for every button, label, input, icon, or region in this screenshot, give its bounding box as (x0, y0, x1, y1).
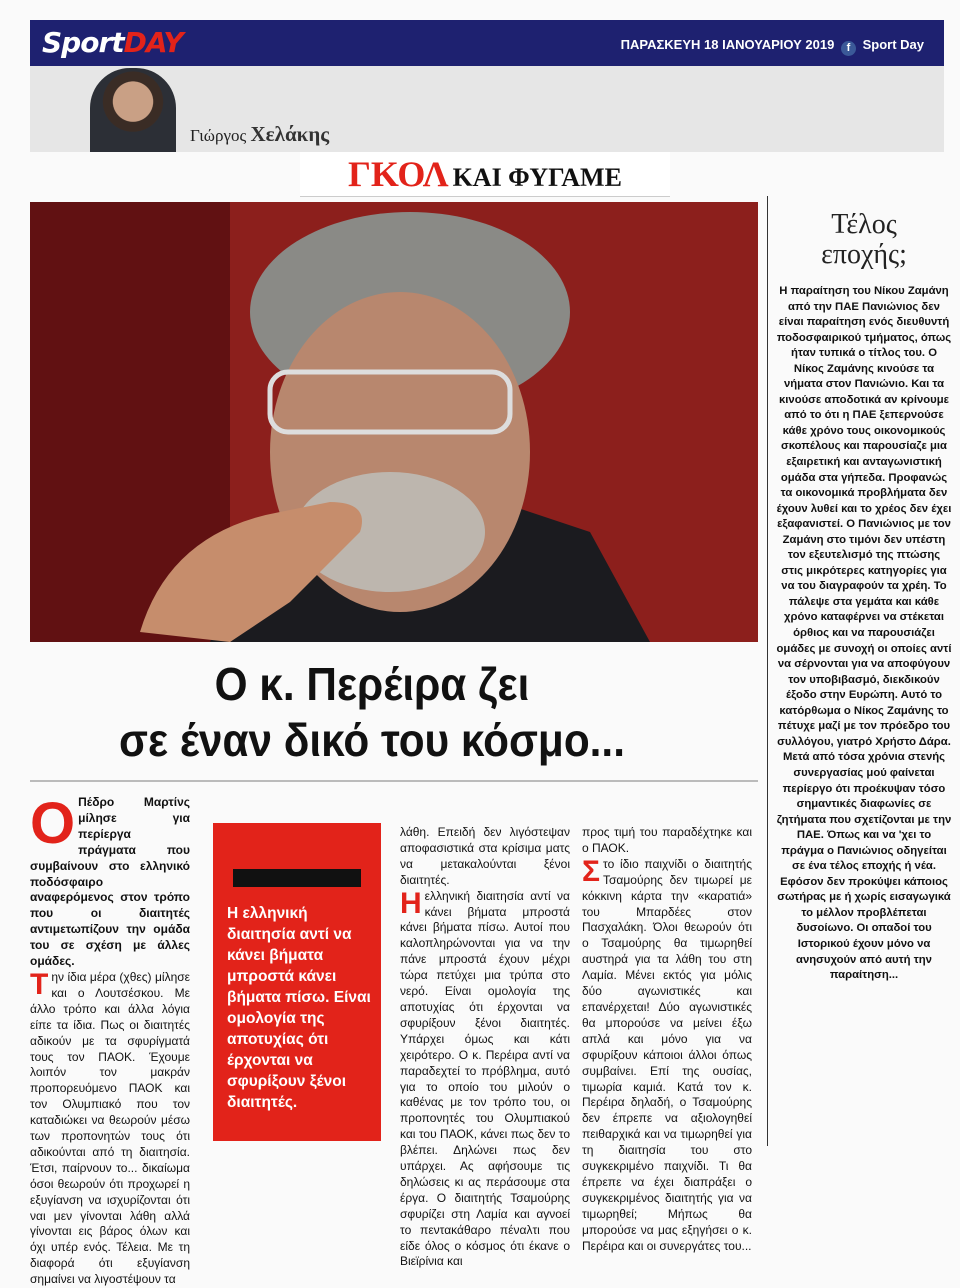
columnist-strip (30, 66, 944, 152)
article-column-3 (400, 825, 570, 1270)
portrait-illustration (30, 202, 758, 642)
author-avatar (90, 68, 176, 152)
col3-intro: λάθη. Επειδή δεν λιγόστεψαν αποφασιστικά στα κρίσιμα ματς να μετακαλούνται ξένοι διαιτητές. (400, 825, 570, 887)
kicker-red: ΓΚΟΛ (348, 154, 449, 194)
pull-quote-bar (233, 869, 361, 887)
col4-intro: προς τιμή του παραδέχτηκε και ο ΠΑΟΚ. (582, 825, 752, 855)
sidebar-body: Η παραίτηση του Νίκου Ζαμάνη από την ΠΑΕ Πανιώνιος δεν είναι παραίτηση ενός διευθυντή ποδοσφαιρικού τμήματος, όπως ήταν τυπικά ο τίτλος του. Ο Νίκος Ζαμάνης κινούσε τα νήματα στον Πανιώνιο. Και τα κινούσε αποδοτικά αν κρίνουμε από το ότι η ΠΑΕ ξεπερνούσε κάθε χρόνο τους οικονομικούς σκοπέλους και παρουσίαζε μια εξαιρετική και ανταγωνιστική ομάδα στα γήπεδα. Προφανώς τα οικονομικά προβλήματα δεν έχουν λυθεί και το χρέος δεν έχει εξαφανιστεί. Ο Πανιώνιος με τον Ζαμάνη στο τιμόνι δεν υπέστη τον εξευτελισμό της πτώσης στις μικρότερες κατηγορίες για να του διαγραφούν τα χρέη. Το πάλεψε στα γεμάτα και κάθε χρόνο καταφέρνει να στέκεται όρθιος και να παρουσιάζει ομάδες με συνοχή οι οποίες αντί να σέρνονται για να αποφύγουν τον υποβιβασμό, διεκδικούν έξοδο στην Ευρώπη. Αυτό το κατόρθωμα ο Νίκος Ζαμάνης το πέτυχε μαζί με τον πρόεδρο του συλλόγου, γιατρό Χρήστο Δάρα. Μετά από τόσα χρόνια στενής συνεργασίας μού φαίνεται περίεργο ότι προέκυψαν τόσο σημαντικές διαφωνίες σε ζητήματα που σχετίζονται με την ΠΑΕ. Όπως και να 'χει το πράγμα ο Πανιώνιος οδηγείται σε ένα τέλος εποχής ή νέα. Εφόσον δεν προκύψει κάποιος σωτήρας με ή χωρίς εισαγωγικά το μέλλον προβλέπεται δυσοίωνο. Οι οπαδοί του Ιστορικού έχουν μόνο να ανησυχούν από αυτή την παραίτηση... (776, 285, 952, 982)
issue-date: ΠΑΡΑΣΚΕΥΗ 18 ΙΑΝΟΥΑΡΙΟΥ 2019 (620, 37, 835, 52)
masthead-dateline (621, 37, 924, 56)
sportday-logo[interactable]: SportDAY (42, 26, 183, 59)
headline-line-1: Ο κ. Περέιρα ζει (214, 658, 530, 710)
article-lead: Πέδρο Μαρτίνς μίλησε για περίεργα πράγματα που συμβαίνουν στο ελληνικό ποδόσφαιρο αναφερόμενος στον τρόπο που οι διαιτητές αντιμετωπίζουν την ομάδα του σε σχέση με άλλες ομάδες. (30, 795, 190, 969)
kicker-black: ΚΑΙ ΦΥΓΑΜΕ (452, 163, 622, 192)
dropcap-s: Σ (582, 854, 601, 888)
dropcap-t: Τ (30, 967, 49, 1001)
dropcap-o: Ο (30, 791, 76, 856)
pull-quote-text: Η ελληνική διαιτησία αντί να κάνει βήματα μπροστά κάνει βήματα πίσω. Είναι ομολογία της αποτυχίας ότι έρχονται να σφυρίξουν ξένοι διαιτητές. (227, 905, 371, 1111)
col1-body: ην ίδια μέρα (χθες) μίλησε και ο Λουτσέσκου. Με άλλο τρόπο και άλλα λόγια είπε τα ίδια. Πως οι διαιτητές αδικούν με τα σφυρίγματά τους τον ΠΑΟΚ. Έχουμε λοιπόν τον μακράν προπορευόμενο ΠΑΟΚ και τον Ολυμπιακό που τον καταδιώκει να θεωρούν μέσω των προπονητών τους ότι αδικούνται από τη διαιτησία. Έτσι, παίρνουν το... δικαίωμα όσοι θεωρούν ότι προχωρεί η εξυγίανση να ισχυρίζονται ότι ναι μεν γίνονται λάθη αλλά γίνονται εις βάρος όλων και όχι υπέρ ενός. Τέλεια. Με τη διαφορά ότι εξυγίανση σημαίνει να λιγοστέψουν τα (30, 969, 190, 1287)
col4-body: το ίδιο παιχνίδι ο διαιτητής Τσαμούρης δεν τιμωρεί με κόκκινη κάρτα την «καρατιά» του Μπαρδέες στον Πασχαλάκη. Όλοι θεωρούν ότι ο Τσαμούρης θα τιμωρηθεί αυστηρά για τα λάθη του στη Λαμία. Μένει εκτός για μόλις δύο αγωνιστικές και επανέρχεται! Δύο αγωνιστικές θα μπορούσε να μείνει έξω απλά και μόνο για να σφυρίξουν κάποιοι άλλοι όπως συμβαίνει. Επί της ουσίας, τιμωρία καμιά. Κατά τον κ. Περέιρα δηλαδή, ο Τσαμούρης δεν έπρεπε να αξιολογηθεί πειθαρχικά και να τιμωρηθεί για τη διαιτησία του στο συγκεκριμένο παιχνίδι. Τι θα έπρεπε να έχει διαπράξει ο συγκεκριμένος διαιτητής για να τιμωρηθεί; Μήπως θα μπορούσε να μας εξηγήσει ο κ. Περέιρα και οι συνεργάτες του... (582, 856, 752, 1253)
column-kicker (300, 152, 670, 197)
sidebar-column (776, 210, 952, 984)
col3-body: ελληνική διαιτησία αντί να κάνει βήματα μπροστά κάνει βήματα πίσω. Αυτοί που καλοπληρώνονται για να την πάνε μπροστά έχουν μέχρι τώρα πετύχει μια τρύπα στο νερό. Είναι ομολογία της αποτυχίας ότι έρχονται να σφυρίξουν ξένοι διαιτητές. Υπάρχει όμως και κάτι χειρότερο. Ο κ. Περέιρα αντί να παραδεχτεί το πρόβλημα, αυτό για το οποίο του μιλούν ο καθένας με τον τρόπο του, οι προπονητές του Ολυμπιακού και του ΠΑΟΚ, κάνει πως δεν το βλέπει. Δηλώνει πως δεν υπάρχει. Ας αφήσουμε τις δηλώσεις κι ας περάσουμε στα έργα. Ο διαιτητής Τσαμούρης σφυρίζει στη Λαμία και αγνοεί το πεντακάθαρο πέναλτι που είδε όλος ο κόσμος ότι έκανε ο Βιεϊρίνια και (400, 888, 570, 1269)
pull-quote-box (213, 823, 381, 1141)
masthead-bar (30, 20, 944, 66)
author-name: Γιώργος Χελάκης (190, 122, 330, 146)
sidebar-divider (767, 196, 768, 1146)
article-photo (30, 202, 758, 642)
article-column-4 (582, 825, 752, 1254)
headline-separator (30, 780, 758, 782)
dropcap-h: Η (400, 886, 422, 920)
headline-line-2: σε έναν δικό του κόσμο... (119, 714, 625, 766)
facebook-label: Sport Day (862, 37, 924, 52)
article-headline (50, 656, 694, 768)
facebook-icon[interactable]: f (841, 41, 856, 56)
article-column-1 (30, 791, 190, 1288)
sidebar-title: Τέλος εποχής; (821, 209, 907, 270)
